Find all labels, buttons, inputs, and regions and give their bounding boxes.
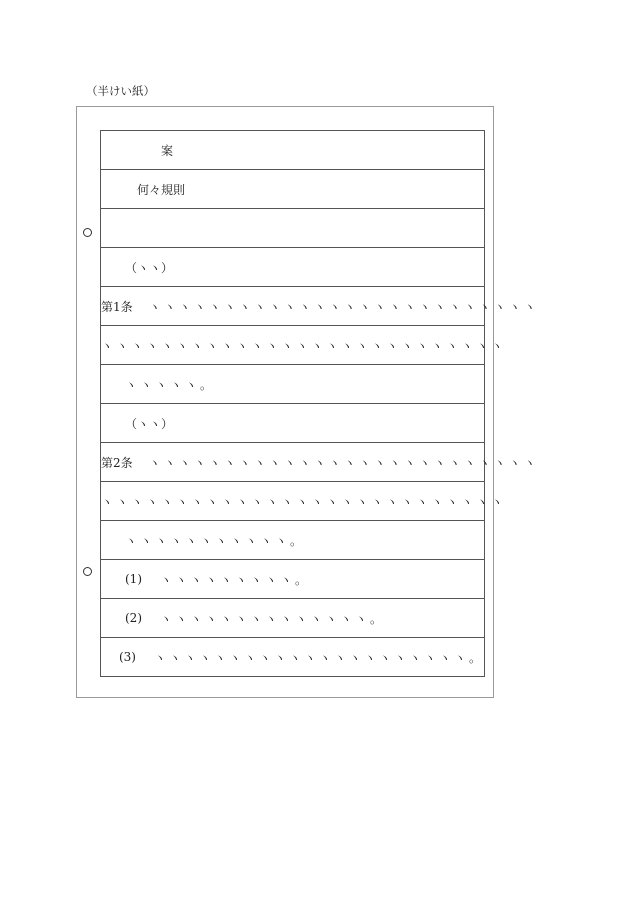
line-label: 案 [161,143,174,158]
line-text: ヽヽヽヽヽヽヽヽヽヽヽヽヽヽヽヽヽヽヽヽヽヽヽヽヽヽヽ [101,338,507,353]
line-text: ヽヽヽヽヽヽヽヽヽ。 [160,572,311,587]
line-label: (1) [125,572,142,586]
sheet-caption: （半けい紙） [86,84,155,98]
ruled-line [101,131,484,170]
punch-hole-bottom [83,567,92,576]
ruled-lines-table [100,130,539,677]
ruled-line [101,209,484,248]
line-text: ヽヽヽヽヽヽヽヽヽヽヽ。 [125,533,306,548]
line-text: ヽヽヽヽヽヽヽヽヽヽヽヽヽヽヽヽヽヽヽヽヽ。 [153,650,484,665]
ruled-line [101,326,507,365]
line-label: （ヽヽ） [125,416,174,431]
ruled-line [101,248,484,287]
ruled-line [101,599,484,638]
ruled-line [101,287,539,326]
line-label: （ヽヽ） [125,260,174,275]
line-label: 何々規則 [137,182,186,197]
ruled-line [101,404,484,443]
ruled-line [101,482,507,521]
ruled-line [101,443,539,482]
line-label: (2) [125,611,142,625]
ruled-line [101,560,484,599]
line-text: ヽヽヽヽヽヽヽヽヽヽヽヽヽヽヽヽヽヽヽヽヽヽヽヽヽヽヽ [101,494,507,509]
ruled-line [101,638,484,677]
punch-hole-top [83,228,92,237]
line-label: (3) [118,650,136,664]
ruled-line [101,365,484,404]
line-text: ヽヽヽヽヽヽヽヽヽヽヽヽヽヽ。 [160,611,386,626]
line-label: 第2条 [101,455,133,470]
line-text: ヽヽヽヽヽヽヽヽヽヽヽヽヽヽヽヽヽヽヽヽヽヽヽヽヽヽ [148,455,539,470]
line-text: ヽヽヽヽヽヽヽヽヽヽヽヽヽヽヽヽヽヽヽヽヽヽヽヽヽヽ [148,299,539,314]
ruled-line [101,521,484,560]
line-text: ヽヽヽヽヽ。 [125,377,216,392]
ruled-line [101,170,484,209]
line-label: 第1条 [101,299,133,314]
